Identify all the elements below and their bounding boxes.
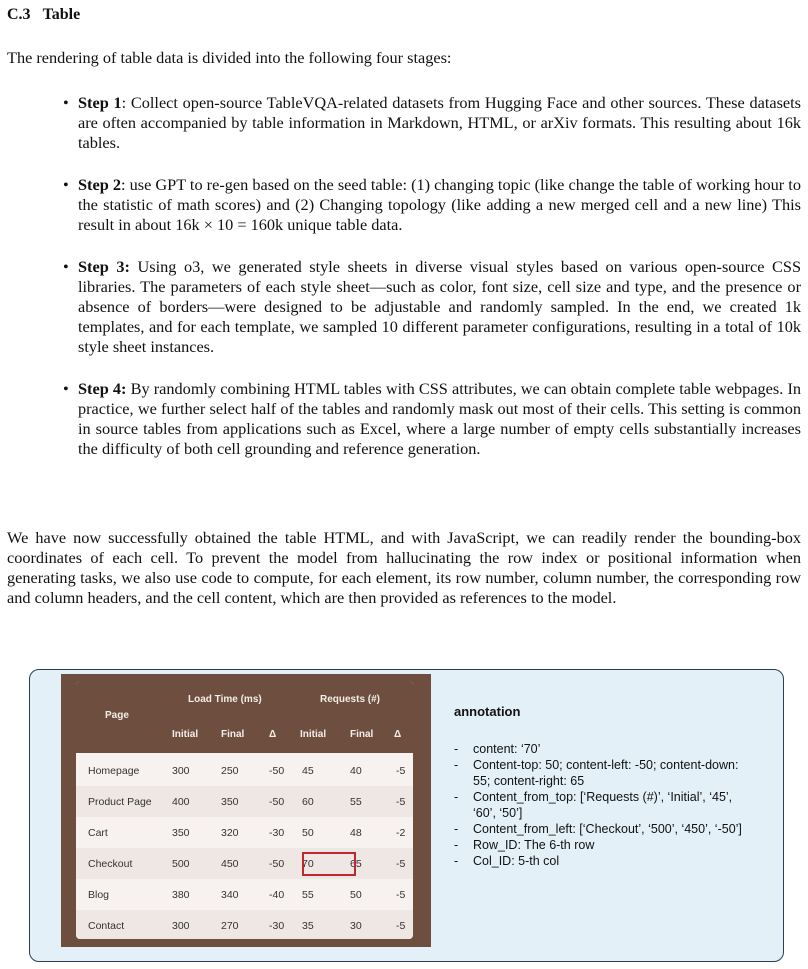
header-page: Page bbox=[105, 710, 129, 721]
annotation-panel bbox=[454, 704, 754, 869]
table-row bbox=[76, 848, 413, 880]
step-text: use GPT to re-gen based on the seed table: (1) changing topic (like change the table of working hour to the statistic of math scores) and (2) Changing topology (like adding a new merged cell and a new line) This result in about 16k × 10 = 160k unique table data. bbox=[78, 175, 801, 234]
table-cell: 300 bbox=[172, 765, 190, 777]
table-cell: -5 bbox=[396, 920, 406, 932]
row-label-cell: Contact bbox=[88, 920, 125, 932]
step-item bbox=[7, 379, 801, 459]
table-cell: 320 bbox=[221, 827, 239, 839]
subheader-delta: Δ bbox=[394, 729, 402, 740]
annotation-item bbox=[454, 821, 754, 837]
row-label-cell: Blog bbox=[88, 889, 110, 901]
table-cell: -30 bbox=[269, 920, 285, 932]
step-item bbox=[7, 93, 801, 153]
table-cell: 50 bbox=[350, 889, 362, 901]
table-cell: 55 bbox=[302, 889, 314, 901]
row-label-cell: Product Page bbox=[88, 796, 152, 808]
row-label-cell: Cart bbox=[88, 827, 108, 839]
table-cell: 55 bbox=[350, 796, 362, 808]
table-cell: 45 bbox=[302, 765, 314, 777]
annotation-list bbox=[454, 741, 754, 869]
table-row bbox=[76, 786, 413, 818]
annotation-item bbox=[454, 789, 754, 821]
table-cell: 300 bbox=[172, 920, 190, 932]
subheader-delta: Δ bbox=[269, 729, 277, 740]
annotation-item bbox=[454, 853, 754, 869]
dash-bullet-icon: - bbox=[454, 822, 459, 836]
table-cell: 70 bbox=[302, 858, 314, 870]
table-cell: 30 bbox=[350, 920, 362, 932]
intro-text: The rendering of table data is divided into the following four stages: bbox=[7, 48, 452, 67]
step-title: Step 4: bbox=[78, 379, 127, 398]
bullet-icon: • bbox=[63, 93, 69, 112]
table-cell: 500 bbox=[172, 858, 190, 870]
table-cell: -50 bbox=[269, 765, 285, 777]
table-cell: 400 bbox=[172, 796, 190, 808]
highlight-box bbox=[302, 852, 356, 876]
table-cell: 270 bbox=[221, 920, 239, 932]
step-separator: : bbox=[120, 175, 130, 194]
table-cell: 250 bbox=[221, 765, 239, 777]
table-cell: 380 bbox=[172, 889, 190, 901]
body-paragraph: We have now successfully obtained the table HTML, and with JavaScript, we can readily render the bounding-box coordinates of each cell. To prevent the model from hallucinating the row index or positional information when generating tasks, we also use code to compute, for each element, its row number, column number, the corresponding row and column headers, and the cell content, which are then provided as references to the model. bbox=[7, 528, 801, 607]
table-row bbox=[76, 755, 413, 787]
row-label-cell: Homepage bbox=[88, 765, 140, 777]
annotation-item bbox=[454, 757, 754, 789]
dash-bullet-icon: - bbox=[454, 742, 459, 756]
header-group-requests: Requests (#) bbox=[320, 694, 381, 705]
subheader-final: Final bbox=[350, 729, 374, 740]
table-cell: -5 bbox=[396, 765, 406, 777]
step-separator: : bbox=[121, 93, 131, 112]
annotation-item bbox=[454, 837, 754, 853]
steps-list bbox=[7, 93, 801, 481]
dash-bullet-icon: - bbox=[454, 854, 459, 868]
section-heading bbox=[7, 6, 80, 24]
bullet-icon: • bbox=[63, 175, 69, 194]
header-group-load-time: Load Time (ms) bbox=[188, 694, 262, 705]
table-header bbox=[76, 681, 413, 753]
annotation-text: Row_ID: The 6-th row bbox=[473, 838, 595, 852]
annotation-text: Content_from_left: [‘Checkout’, ‘500’, ‘450’, ‘-50’] bbox=[473, 822, 742, 836]
row-label-cell: Checkout bbox=[88, 858, 133, 870]
table-cell: 340 bbox=[221, 889, 239, 901]
annotation-text: Content-top: 50; content-left: -50; content-down: 55; content-right: 65 bbox=[473, 758, 739, 788]
table-cell: -40 bbox=[269, 889, 285, 901]
table-cell: -5 bbox=[396, 889, 406, 901]
step-item bbox=[7, 175, 801, 235]
dash-bullet-icon: - bbox=[454, 790, 459, 804]
table-cell: -5 bbox=[396, 796, 406, 808]
table-row bbox=[76, 817, 413, 849]
step-text: Using o3, we generated style sheets in diverse visual styles based on various open-source CSS libraries. The parameters of each style sheet—such as color, font size, cell size and type, and the presence or absence of borders—were designed to be adjustable and randomly sampled. In the end, we created 1k templates, and for each template, we sampled 10 different parameter configurations, resulting in a total of 10k style sheet instances. bbox=[78, 257, 802, 356]
table-cell: 450 bbox=[221, 858, 239, 870]
dash-bullet-icon: - bbox=[454, 838, 459, 852]
table-screenshot bbox=[61, 674, 431, 947]
table-cell: 48 bbox=[350, 827, 362, 839]
section-number: C.3 bbox=[7, 6, 31, 23]
table-row bbox=[76, 910, 413, 939]
table-cell: -50 bbox=[269, 796, 285, 808]
step-title: Step 3: bbox=[78, 257, 130, 276]
subheader-initial: Initial bbox=[172, 729, 199, 740]
table-cell: 60 bbox=[302, 796, 314, 808]
subheader-final: Final bbox=[221, 729, 245, 740]
step-title: Step 2 bbox=[78, 175, 121, 194]
table-cell: 350 bbox=[221, 796, 239, 808]
dash-bullet-icon: - bbox=[454, 758, 459, 772]
annotation-text: Col_ID: 5-th col bbox=[473, 854, 560, 868]
table-cell: 65 bbox=[350, 858, 362, 870]
table-row bbox=[76, 879, 413, 911]
step-title: Step 1 bbox=[78, 93, 122, 112]
annotation-text: Content_from_top: [‘Requests (#)’, ‘Initial’, ‘45’, ‘60’, ‘50’] bbox=[473, 790, 733, 820]
table-cell: -5 bbox=[396, 858, 406, 870]
step-text: By randomly combining HTML tables with CSS attributes, we can obtain complete table webpages. In practice, we further select half of the tables and randomly mask out most of their cells. This setting is common in source tables from applications such as Excel, where a large number of empty cells substantially increases the difficulty of both cell grounding and reference generation. bbox=[78, 379, 802, 458]
annotation-text: content: ‘70’ bbox=[473, 742, 541, 756]
bullet-icon: • bbox=[63, 257, 69, 276]
table-cell: -2 bbox=[396, 827, 406, 839]
step-text: Collect open-source TableVQA-related datasets from Hugging Face and other sources. These datasets are often accompanied by table information in Markdown, HTML, or arXiv formats. This resulting about 16k tables. bbox=[78, 93, 801, 152]
table-cell: -50 bbox=[269, 858, 285, 870]
bullet-icon: • bbox=[63, 379, 69, 398]
section-title: Table bbox=[42, 6, 81, 23]
table-cell: 40 bbox=[350, 765, 362, 777]
subheader-initial: Initial bbox=[300, 729, 327, 740]
annotation-title: annotation bbox=[454, 704, 521, 719]
table-cell: 50 bbox=[302, 827, 314, 839]
table-body bbox=[76, 755, 413, 939]
step-item bbox=[7, 257, 801, 357]
figure-panel bbox=[29, 669, 784, 962]
table-cell: 35 bbox=[302, 920, 314, 932]
table-cell: -30 bbox=[269, 827, 285, 839]
table-cell: 350 bbox=[172, 827, 190, 839]
annotation-item bbox=[454, 741, 754, 757]
table-card bbox=[76, 681, 413, 939]
